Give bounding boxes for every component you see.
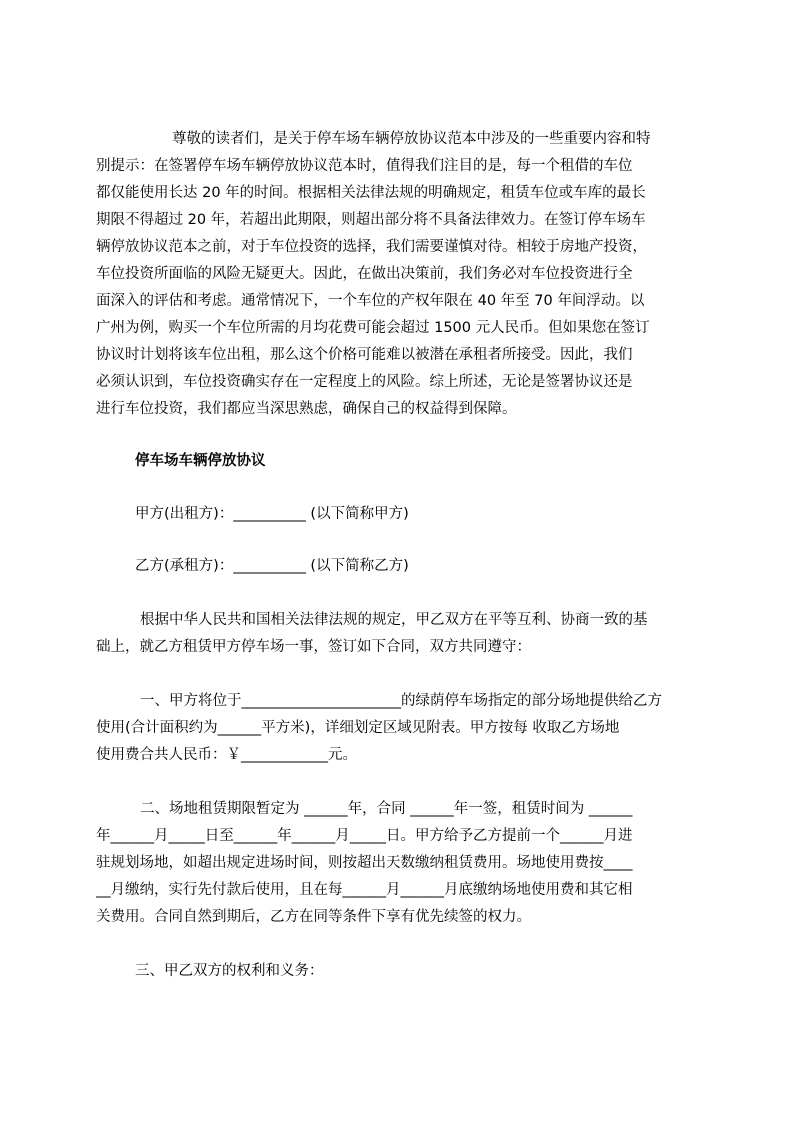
clause-3-title: 三、甲乙双方的权利和义务：	[135, 963, 324, 979]
preamble-line: 础上，就乙方租赁甲方停车场一事，签订如下合同，双方共同遵守：	[96, 639, 531, 655]
intro-line: 必须认识到，车位投资确实存在一定程度上的风险。综上所述，无论是签署协议还是	[96, 374, 633, 390]
intro-line: 尊敬的读者们，是关于停车场车辆停放协议范本中涉及的一些重要内容和特	[172, 131, 651, 147]
agreement-title: 停车场车辆停放协议	[135, 453, 266, 469]
clause-2-line: 关费用。合同自然到期后，乙方在同等条件下享有优先续签的权力。	[96, 909, 531, 925]
intro-line: 别提示：在签署停车场车辆停放协议范本时，值得我们注目的是，每一个租借的车位	[96, 158, 633, 174]
intro-line: 广州为例，购买一个车位所需的月均花费可能会超过 1500 元人民币。但如果您在签订	[96, 320, 650, 336]
clause-1-line: 使用费合共人民币：￥____________元。	[96, 747, 357, 763]
party-a-line: 甲方(出租方)：__________ (以下简称甲方)	[135, 506, 409, 522]
clause-2-line: 二、场地租赁期限暂定为 ______年，合同 ______年一签，租赁时间为 ______	[140, 801, 633, 817]
intro-line: 车位投资所面临的风险无疑更大。因此，在做出决策前，我们务必对车位投资进行全	[96, 266, 633, 282]
intro-line: 辆停放协议范本之前，对于车位投资的选择，我们需要谨慎对待。相较于房地产投资，	[96, 239, 647, 255]
intro-line: 期限不得超过 20 年，若超出此期限，则超出部分将不具备法律效力。在签订停车场车	[96, 212, 646, 228]
intro-line: 面深入的评估和考虑。通常情况下，一个车位的产权年限在 40 年至 70 年间浮动。以	[96, 293, 645, 309]
clause-2-line: __月缴纳，实行先付款后使用，且在每______月______月底缴纳场地使用费和其它相	[96, 882, 633, 898]
party-b-line: 乙方(承租方)：__________ (以下简称乙方)	[135, 558, 409, 574]
preamble-line: 根据中华人民共和国相关法律法规的规定，甲乙双方在平等互利、协商一致的基	[140, 612, 648, 628]
clause-1-line: 一、甲方将位于______________________的绿荫停车场指定的部分场地提供给乙方	[140, 693, 662, 709]
clause-1-line: 使用(合计面积约为______平方米)，详细划定区域见附表。甲方按每 收取乙方场地	[96, 720, 620, 736]
intro-line: 协议时计划将该车位出租，那么这个价格可能难以被潜在承租者所接受。因此，我们	[96, 347, 633, 363]
clause-2-line: 驻规划场地，如超出规定进场时间，则按超出天数缴纳租赁费用。场地使用费按____	[96, 855, 633, 871]
clause-2-line: 年______月_____日至______年______月_____日。甲方给予乙方提前一个______月进	[96, 828, 633, 844]
intro-line: 都仅能使用长达 20 年的时间。根据相关法律法规的明确规定，租赁车位或车库的最长	[96, 185, 646, 201]
intro-line: 进行车位投资，我们都应当深思熟虑，确保自己的权益得到保障。	[96, 401, 517, 417]
